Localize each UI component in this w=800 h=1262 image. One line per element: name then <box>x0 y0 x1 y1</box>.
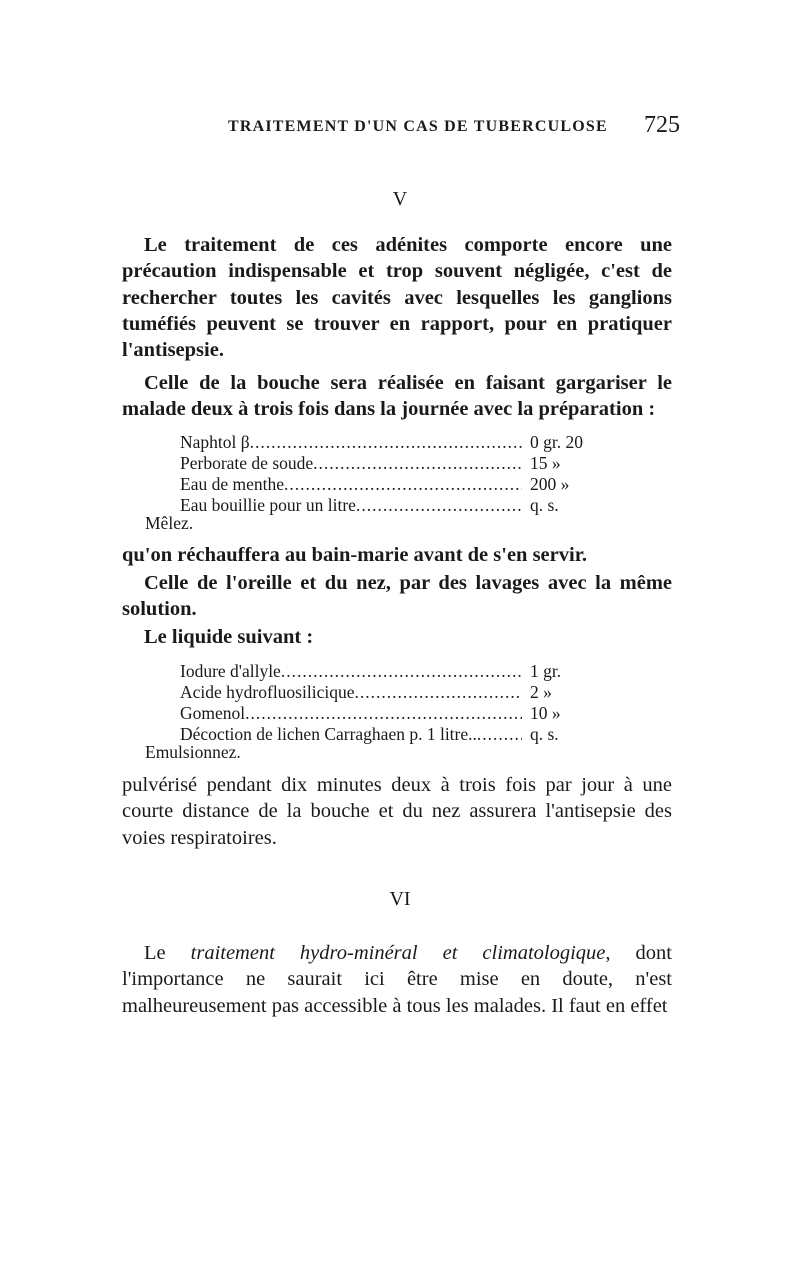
italic-phrase: traitement hydro-minéral et climatologique <box>190 942 606 964</box>
paragraph-liquide: Le liquide suivant : <box>144 626 314 648</box>
page-number: 725 <box>644 112 680 138</box>
ingredient-name: Décoction de lichen Carraghaen p. 1 litre.. <box>180 724 477 744</box>
leader-dots <box>245 703 522 724</box>
leader-dots <box>250 432 522 453</box>
recipe-row <box>180 661 620 682</box>
section-numeral-v: V <box>392 188 408 210</box>
paragraph-text-end: , dont l'importance ne saurait ici être mise en doute, n'est malheureusement pas accessible à tous les malades. Il faut en effet <box>122 942 672 1017</box>
recipe-row <box>180 474 620 495</box>
paragraph-traitement-hydro-mineral <box>122 940 672 1019</box>
section-numeral-vi: VI <box>389 888 411 910</box>
ingredient-name: Perborate de soude <box>180 453 314 473</box>
recipe-row <box>180 495 620 516</box>
recipe-row <box>180 724 620 745</box>
ingredient-quantity: q. s. <box>530 495 559 515</box>
ingredient-quantity: q. s. <box>530 724 559 744</box>
paragraph-oreille-nez: Celle de l'oreille et du nez, par des lavages avec la même solution. <box>122 572 672 621</box>
ingredient-quantity: 1 gr. <box>530 661 562 681</box>
recipe-gargarisme <box>180 432 620 516</box>
leader-dots <box>354 682 522 703</box>
ingredient-name: Eau de menthe <box>180 474 284 494</box>
running-title: TRAITEMENT D'UN CAS DE TUBERCULOSE <box>228 118 608 135</box>
recipe-liquide <box>180 661 620 745</box>
recipe-instruction-melez: Mêlez. <box>145 513 194 533</box>
paragraph-text-start: Le <box>144 942 191 964</box>
ingredient-name: Naphtol β <box>180 432 250 452</box>
recipe-row <box>180 703 620 724</box>
page-header <box>120 112 680 146</box>
recipe-instruction-emulsionnez: Emulsionnez. <box>145 742 241 762</box>
ingredient-quantity: 200 » <box>530 474 570 494</box>
ingredient-name: Acide hydrofluosilicique <box>180 682 355 702</box>
leader-dots <box>284 474 522 495</box>
ingredient-quantity: 15 » <box>530 453 561 473</box>
leader-dots <box>477 724 522 745</box>
recipe-row <box>180 432 620 453</box>
ingredient-name: Eau bouillie pour un litre <box>180 495 356 515</box>
paragraph-pulverise: pulvérisé pendant dix minutes deux à trois fois par jour à une courte distance de la bouche et du nez assurera l'antisepsie des voies respiratoires. <box>122 774 672 849</box>
leader-dots <box>313 453 522 474</box>
leader-dots <box>281 661 522 682</box>
paragraph-rechauffer: qu'on réchauffera au bain-marie avant de s'en servir. <box>122 544 588 566</box>
recipe-row <box>180 453 620 474</box>
ingredient-quantity: 0 gr. 20 <box>530 432 583 452</box>
ingredient-quantity: 10 » <box>530 703 561 723</box>
ingredient-name: Iodure d'allyle <box>180 661 281 681</box>
ingredient-quantity: 2 » <box>530 682 552 702</box>
ingredient-name: Gomenol <box>180 703 246 723</box>
paragraph-adenites: Le traitement de ces adénites comporte encore une précaution indispensable et trop souvent négligée, c'est de rechercher toutes les cavités avec lesquelles les ganglions tuméfiés peuvent se trouver en rapport, pour en pratiquer l'antisepsie. <box>122 234 672 362</box>
recipe-row <box>180 682 620 703</box>
paragraph-bouche: Celle de la bouche sera réalisée en faisant gargariser le malade deux à trois fois dans la journée avec la préparation : <box>122 372 672 421</box>
leader-dots <box>356 495 522 516</box>
